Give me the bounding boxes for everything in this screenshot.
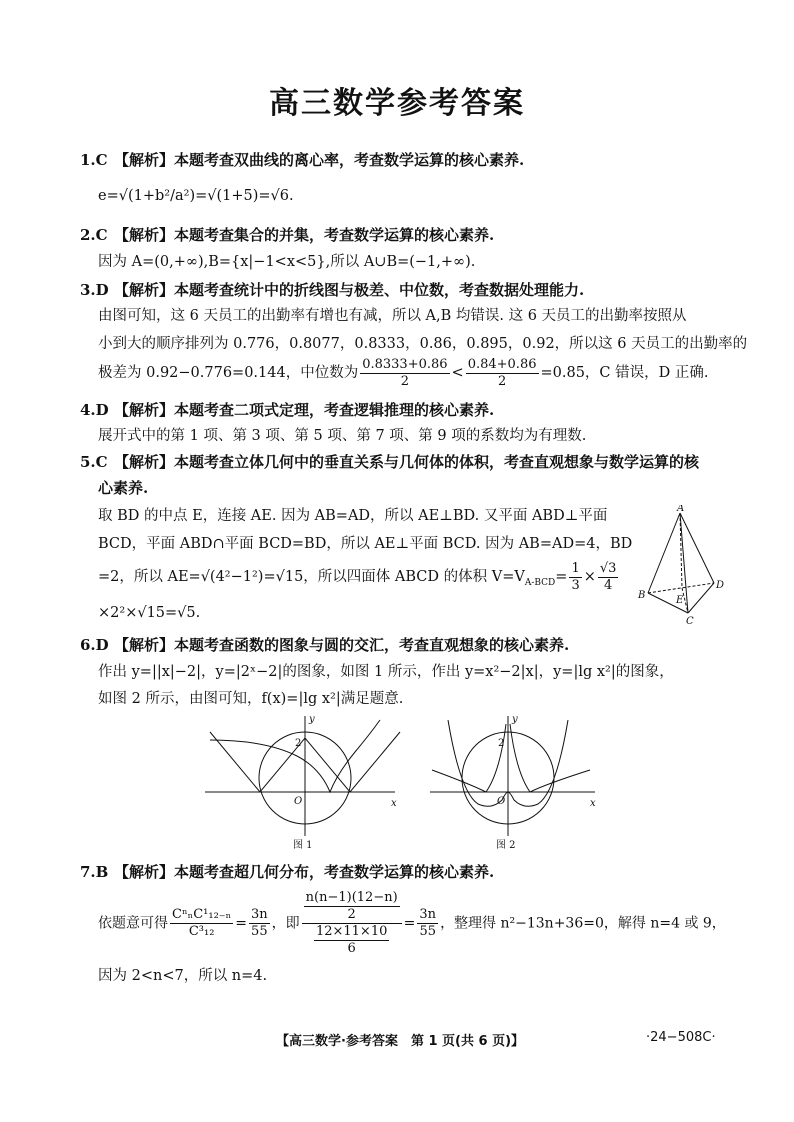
question-1-heading — [80, 150, 730, 170]
equals: = — [235, 915, 247, 932]
text-run: 极差为 0.92−0.776=0.144，中位数为 — [98, 365, 359, 381]
fraction — [249, 907, 270, 940]
figure-caption: 图 1 — [293, 840, 313, 851]
question-7-line-2: 因为 2<n<7，所以 n=4. — [98, 968, 268, 984]
question-3-line-2: 小到大的顺序排列为 0.776，0.8077，0.8333，0.86，0.895，0.92，所以这 6 天员工的出勤率的 — [98, 336, 748, 352]
question-2-text: 因为 A=(0,+∞),B={x|−1<x<5},所以 A∪B=(−1,+∞). — [98, 254, 476, 270]
question-6-line-2: 如图 2 所示，由图可知，f(x)=|lg x²|满足题意. — [98, 691, 404, 707]
question-6-heading — [80, 635, 730, 655]
numerator: √3 — [599, 560, 617, 576]
figure-caption: 图 2 — [496, 840, 516, 851]
question-number: 2.C — [80, 226, 108, 244]
edge-bd — [648, 583, 714, 593]
text-run: ，即 — [271, 915, 300, 932]
text-run: = — [555, 569, 568, 585]
numerator: CⁿₙC¹₁₂₋ₙ — [172, 907, 232, 922]
tetrahedron-figure — [636, 505, 726, 625]
question-3-heading — [80, 280, 730, 300]
label-c: C — [686, 616, 694, 625]
fraction — [569, 561, 581, 594]
question-analysis: 【解析】本题考查统计中的折线图与极差、中位数，考查数据处理能力. — [114, 281, 585, 299]
label-b: B — [638, 590, 646, 601]
text-run: ，整理得 n²−13n+36=0，解得 n=4 或 9， — [440, 915, 726, 932]
fraction — [598, 561, 619, 594]
question-number: 5.C — [80, 453, 108, 471]
less-than: < — [451, 365, 464, 381]
edge-ab — [648, 513, 680, 593]
question-5-line-2: BCD，平面 ABD∩平面 BCD=BD，所以 AE⊥平面 BCD. 因为 AB=AD=4，BD — [98, 536, 633, 552]
question-number: 7.B — [80, 863, 109, 881]
question-number: 1.C — [80, 151, 108, 169]
denominator: 2 — [497, 373, 507, 389]
question-number: 6.D — [80, 636, 109, 654]
question-4-heading — [80, 400, 730, 420]
question-7-line-1 — [98, 890, 726, 957]
numerator: 3n — [419, 907, 437, 922]
x-label: x — [590, 798, 596, 809]
question-5-line-3 — [98, 560, 620, 600]
question-5-heading-cont: 心素养. — [98, 479, 149, 497]
question-analysis: 【解析】本题考查双曲线的离心率，考查数学运算的核心素养. — [114, 151, 525, 169]
inner-fraction — [304, 890, 400, 923]
tick-label-2: 2 — [295, 738, 302, 749]
numerator: 12×11×10 — [315, 924, 388, 939]
question-5-heading — [80, 452, 730, 472]
numerator: 3n — [251, 907, 268, 922]
figure-2 — [430, 712, 600, 852]
question-analysis: 【解析】本题考查函数的图象与圆的交汇，考查直观想象的核心素养. — [114, 636, 570, 654]
text-run: =0.85，C 错误，D 正确. — [540, 365, 709, 381]
denominator: 55 — [251, 924, 268, 939]
question-analysis: 【解析】本题考查二项式定理，考查逻辑推理的核心素养. — [114, 401, 495, 419]
origin-label: O — [497, 796, 506, 807]
question-analysis: 【解析】本题考查超几何分布，考查数学运算的核心素养. — [114, 863, 495, 881]
question-2-heading — [80, 225, 730, 245]
graph-abs-2x-minus-2 — [210, 720, 380, 792]
question-analysis: 【解析】本题考查立体几何中的垂直关系与几何体的体积，考查直观想象与数学运算的核 — [114, 453, 700, 471]
fraction — [466, 357, 539, 390]
denominator: C³₁₂ — [188, 924, 215, 939]
numerator: 0.8333+0.86 — [362, 356, 448, 372]
footer-code: ·24−508C· — [646, 1030, 716, 1045]
edge-cd — [688, 583, 714, 613]
compound-fraction — [302, 890, 402, 957]
numerator: 0.84+0.86 — [467, 356, 537, 372]
origin-label: O — [294, 796, 303, 807]
x-label: x — [391, 798, 397, 809]
figure-1 — [205, 712, 405, 852]
tick-label-2: 2 — [498, 738, 505, 749]
fraction — [170, 907, 233, 940]
footer-page-info: 【高三数学·参考答案 第 1 页(共 6 页)】 — [276, 1034, 525, 1049]
y-label: y — [512, 714, 518, 725]
denominator: 4 — [604, 577, 613, 593]
question-5-line-1: 取 BD 的中点 E，连接 AE. 因为 AB=AD，所以 AE⊥BD. 又平面 ABD⊥平面 — [98, 508, 608, 524]
y-label: y — [309, 714, 315, 725]
denominator: 2 — [347, 907, 356, 922]
numerator: n(n−1)(12−n) — [305, 890, 398, 905]
page-title: 高三数学参考答案 — [269, 86, 525, 121]
label-e: E — [676, 595, 684, 606]
text-run: =2，所以 AE=√(4²−1²)=√15，所以四面体 ABCD 的体积 V=V — [98, 569, 525, 585]
question-analysis: 【解析】本题考查集合的并集，考查数学运算的核心素养. — [114, 226, 495, 244]
denominator: 2 — [400, 373, 410, 389]
denominator — [302, 924, 402, 957]
question-3-line-3 — [98, 356, 708, 390]
denominator: 6 — [347, 941, 356, 956]
question-5-line-4: ×2²×√15=√5. — [98, 605, 201, 621]
numerator — [302, 890, 402, 924]
question-3-line-1: 由图可知，这 6 天员工的出勤率有增也有减，所以 A,B 均错误. 这 6 天员工的出勤率按照从 — [98, 308, 687, 324]
text-run: 依题意可得 — [98, 915, 168, 932]
times: × — [583, 569, 596, 585]
question-7-heading — [80, 862, 730, 882]
denominator: 55 — [419, 924, 436, 939]
inner-fraction — [314, 924, 389, 957]
denominator: 3 — [571, 577, 580, 593]
numerator: 1 — [571, 560, 580, 576]
label-a: A — [677, 505, 685, 514]
subscript: A-BCD — [524, 577, 556, 588]
label-d: D — [716, 580, 725, 591]
fraction — [360, 357, 449, 390]
question-number: 3.D — [80, 281, 109, 299]
question-6-line-1: 作出 y=||x|−2|，y=|2ˣ−2|的图象，如图 1 所示，作出 y=x²−2|x|，y=|lg x²|的图象， — [98, 664, 674, 680]
equals: = — [403, 915, 416, 932]
question-number: 4.D — [80, 401, 109, 419]
fraction — [417, 907, 438, 940]
question-4-text: 展开式中的第 1 项、第 3 项、第 5 项、第 7 项、第 9 项的系数均为有理数. — [98, 428, 587, 444]
question-1-formula: e=√(1+b²/a²)=√(1+5)=√6. — [98, 188, 294, 204]
